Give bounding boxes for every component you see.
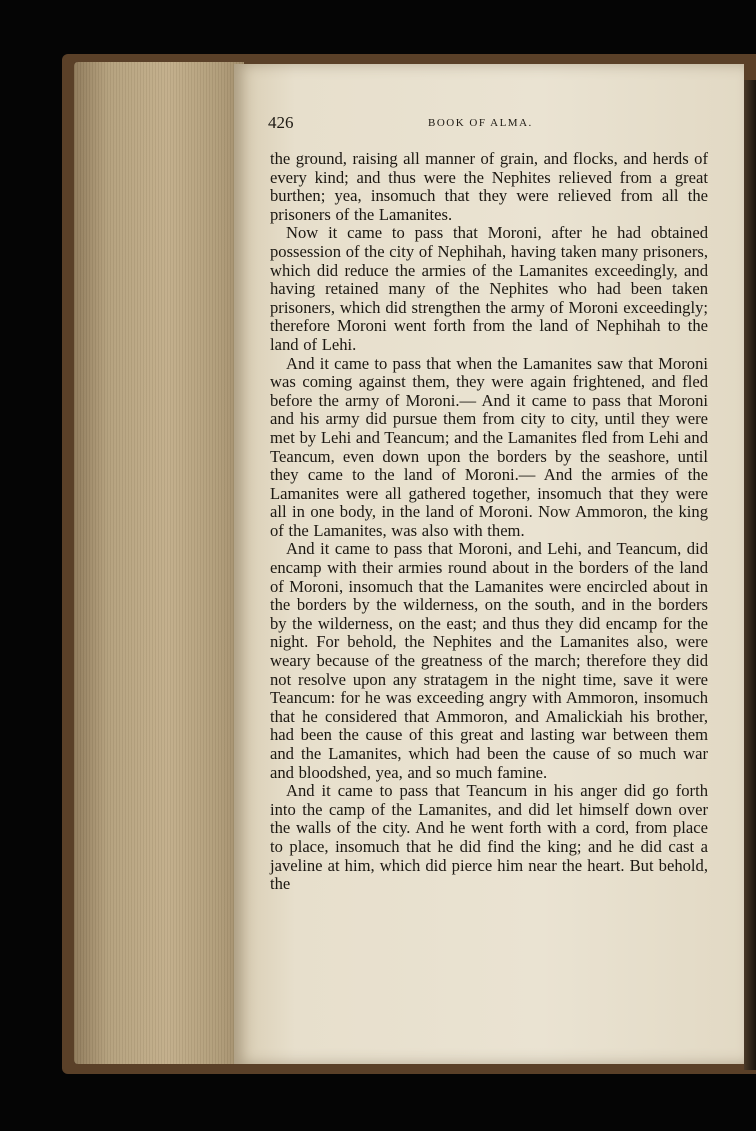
paragraph: And it came to pass that Moroni, and Lehi, and Teancum, did encamp with their armies round about in the borders of the land of Moroni, insomuch that the Lamanites were encircled about in the borders by the wilderness, on the south, and in the borders by the wilderness, on the east; and thus they did encamp for the night. For behold, the Nephites and the Lamanites also, were weary because of the greatness of the march; therefore they did not resolve upon any stratagem in the night time, save it were Teancum: for he was exceeding angry with Ammoron, insomuch that he considered that Ammoron, and Amalickiah his brother, had been the cause of this great and lasting war between them and the Lamanites, which had been the cause of so much war and bloodshed, yea, and so much famine.: [270, 539, 708, 782]
page-block-edge: [74, 62, 244, 1064]
paragraph: And it came to pass that when the Lamanites saw that Moroni was coming against them, they were again frightened, and fled before the army of Moroni.— And it came to pass that Moroni and his army did pursue them from city to city, until they were met by Lehi and Teancum; and the Lamanites fled from Lehi and Teancum, even down upon the borders by the seashore, until they came to the land of Moroni.— And the armies of the Lamanites were all gathered together, insomuch that they were all in one body, in the land of Moroni. Now Ammoron, the king of the Lamanites, was also with them.: [270, 353, 708, 540]
page-header: [268, 113, 708, 137]
paragraph: the ground, raising all manner of grain, and flocks, and herds of every kind; and thus were the Nephites relieved from a great burthen; yea, insomuch that they were relieved from all the prisoners of the Lamanites.: [270, 149, 708, 224]
page-body: [270, 150, 708, 894]
paragraph: And it came to pass that Teancum in his anger did go forth into the camp of the Lamanites, and did let himself down over the walls of the city. And he went forth with a cord, from place to place, insomuch that he did find the king; and he did cast a javeline at him, which did pierce him near the heart. But behold, the: [270, 781, 708, 894]
paragraph: Now it came to pass that Moroni, after he had obtained possession of the city of Nephihah, having taken many prisoners, which did reduce the armies of the Lamanites exceedingly, and having retained many of the Nephites who had been taken prisoners, which did strengthen the army of Moroni exceedingly; therefore Moroni went forth from the land of Nephihah to the land of Lehi.: [270, 223, 708, 354]
page-gutter-shadow: [744, 80, 756, 1070]
running-head: BOOK OF ALMA.: [428, 117, 533, 129]
page-number: 426: [268, 113, 294, 132]
